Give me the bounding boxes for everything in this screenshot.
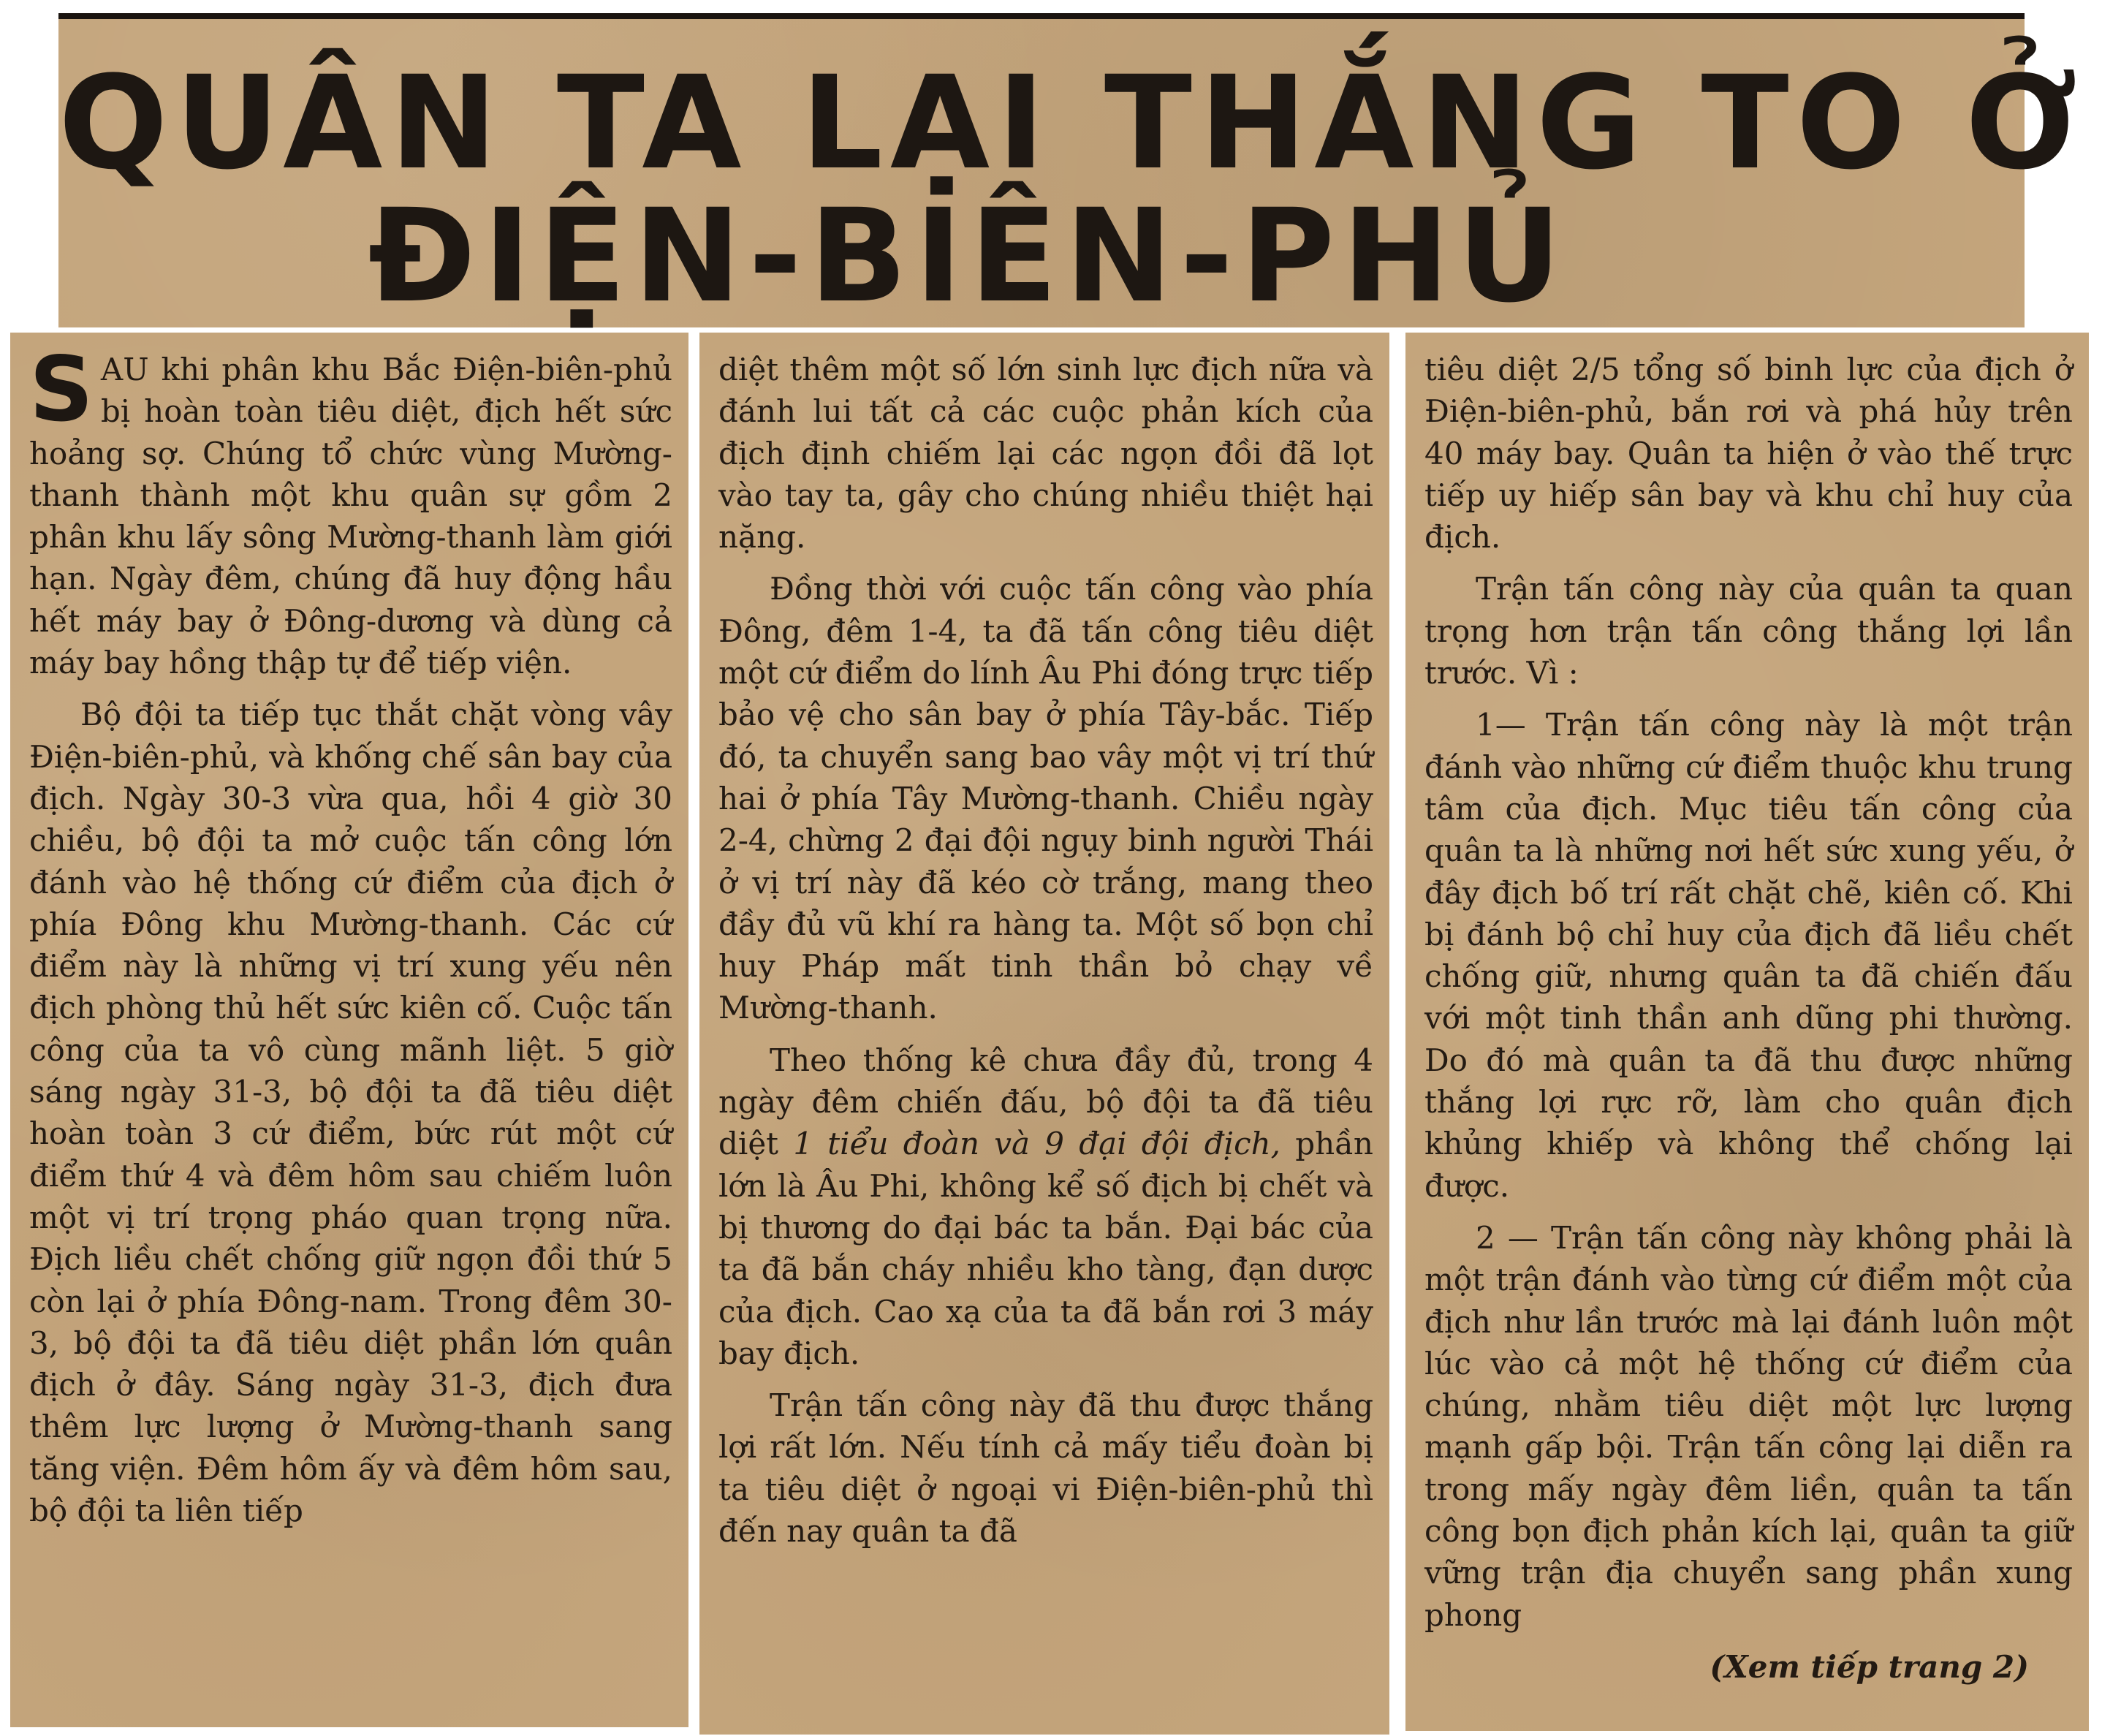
article-column-1 [10,333,688,1727]
article-column-3 [1405,333,2089,1731]
headline-line-1: QUÂN TA LẠI THẮNG TO Ở [58,48,2085,198]
article-paragraph: diệt thêm một số lớn sinh lực địch nữa và đánh lui tất cả các cuộc phản kích của địch định chiếm lại các ngọn đồi đã lọt vào tay ta, gây cho chúng nhiều thiệt hại nặng. [718,352,1373,556]
article-text: AU khi phân khu Bắc Điện-biên-phủ bị hoàn toàn tiêu diệt, địch hết sức hoảng sợ. Chúng tổ chức vùng Mường-thanh thành một khu quân sự gồm 2 phân khu lấy sông Mường-thanh làm giới hạn. Ngày đêm, chúng đã huy động hầu hết máy bay ở Đông-dương và dùng cả máy bay hồng thập tự để tiếp viện. [29,352,672,681]
article-paragraph [718,1039,1373,1374]
article-text: phần lớn là Âu Phi, không kể số địch bị chết và bị thương do đại bác ta bắn. Đại bác của ta đã bắn cháy nhiều kho tàng, đạn dược của địch. Cao xạ của ta đã bắn rơi 3 máy bay địch. [718,1126,1373,1371]
article-paragraph: Trận tấn công này của quân ta quan trọng hơn trận tấn công thắng lợi lần trước. Vì : [1424,571,2073,691]
headline-line-2: ĐIỆN-BIÊN-PHỦ [368,181,1569,331]
drop-cap: S [29,338,94,441]
article-text: Theo thống kê chưa đầy đủ, trong 4 ngày đêm chiến đấu, bộ đội ta đã tiêu diệt [718,1042,1373,1162]
article-paragraph: 2 — Trận tấn công này không phải là một trận đánh vào từng cứ điểm một của địch như lần trước mà lại đánh luôn một lúc vào cả một hệ thống cứ điểm của chúng, nhằm tiêu diệt một lực lượng mạnh gấp bội. Trận tấn công lại diễn ra trong mấy ngày đêm liền, quân ta tấn công bọn địch phản kích lại, quân ta giữ vững trận địa chuyển sang phần xung phong [1424,1219,2073,1633]
article-paragraph: Đồng thời với cuộc tấn công vào phía Đông, đêm 1-4, ta đã tấn công tiêu diệt một cứ điểm do lính Âu Phi đóng trực tiếp bảo vệ cho sân bay ở phía Tây-bắc. Tiếp đó, ta chuyển sang bao vây một vị trí thứ hai ở phía Tây Mường-thanh. Chiều ngày 2-4, chừng 2 đại đội ngụy binh người Thái ở vị trí này đã kéo cờ trắng, mang theo đầy đủ vũ khí ra hàng ta. Một số bọn chỉ huy Pháp mất tinh thần bỏ chạy về Mường-thanh. [718,571,1373,1026]
article-paragraph: tiêu diệt 2/5 tổng số binh lực của địch ở Điện-biên-phủ, bắn rơi và phá hủy trên 40 máy bay. Quân ta hiện ở vào thế trực tiếp uy hiếp sân bay và khu chỉ huy của địch. [1424,352,2073,556]
article-column-2 [699,333,1389,1735]
article-emphasis: 1 tiểu đoàn và 9 đại đội địch, [793,1126,1280,1162]
article-paragraph: Trận tấn công này đã thu được thắng lợi rất lớn. Nếu tính cả mấy tiểu đoàn bị ta tiêu diệt ở ngoại vi Điện-biên-phủ thì đến nay quân ta đã [718,1387,1373,1550]
article-paragraph: Bộ đội ta tiếp tục thắt chặt vòng vây Điện-biên-phủ, và khống chế sân bay của địch. Ngày 30-3 vừa qua, hồi 4 giờ 30 chiều, bộ đội ta mở cuộc tấn công lớn đánh vào hệ thống cứ điểm của địch ở phía Đông khu Mường-thanh. Các cứ điểm này là những vị trí xung yếu nên địch phòng thủ hết sức kiên cố. Cuộc tấn công của ta vô cùng mãnh liệt. 5 giờ sáng ngày 31-3, bộ đội ta đã tiêu diệt hoàn toàn 3 cứ điểm, bức rút một cứ điểm thứ 4 và đêm hôm sau chiếm luôn một vị trí trọng pháo quan trọng nữa. Địch liều chết chống giữ ngọn đồi thứ 5 còn lại ở phía Đông-nam. Trong đêm 30-3, bộ đội ta đã tiêu diệt phần lớn quân địch ở đây. Sáng ngày 31-3, địch đưa thêm lực lượng ở Mường-thanh sang tăng viện. Đêm hôm ấy và đêm hôm sau, bộ đội ta liên tiếp [29,697,672,1529]
headline-banner [58,13,2085,331]
article-paragraph: 1— Trận tấn công này là một trận đánh vào những cứ điểm thuộc khu trung tâm của địch. Mục tiêu tấn công của quân ta là những nơi hết sức xung yếu, ở đây địch bố trí rất chặt chẽ, kiên cố. Khi bị đánh bộ chỉ huy của địch đã liều chết chống giữ, nhưng quân ta đã chiến đấu với một tinh thần anh dũng phi thường. Do đó mà quân ta đã thu được những thắng lợi rực rỡ, làm cho quân địch khủng khiếp và không thể chống lại được. [1424,707,2073,1204]
continued-on-page: (Xem tiếp trang 2) [1710,1648,2029,1685]
article-paragraph [29,338,672,683]
